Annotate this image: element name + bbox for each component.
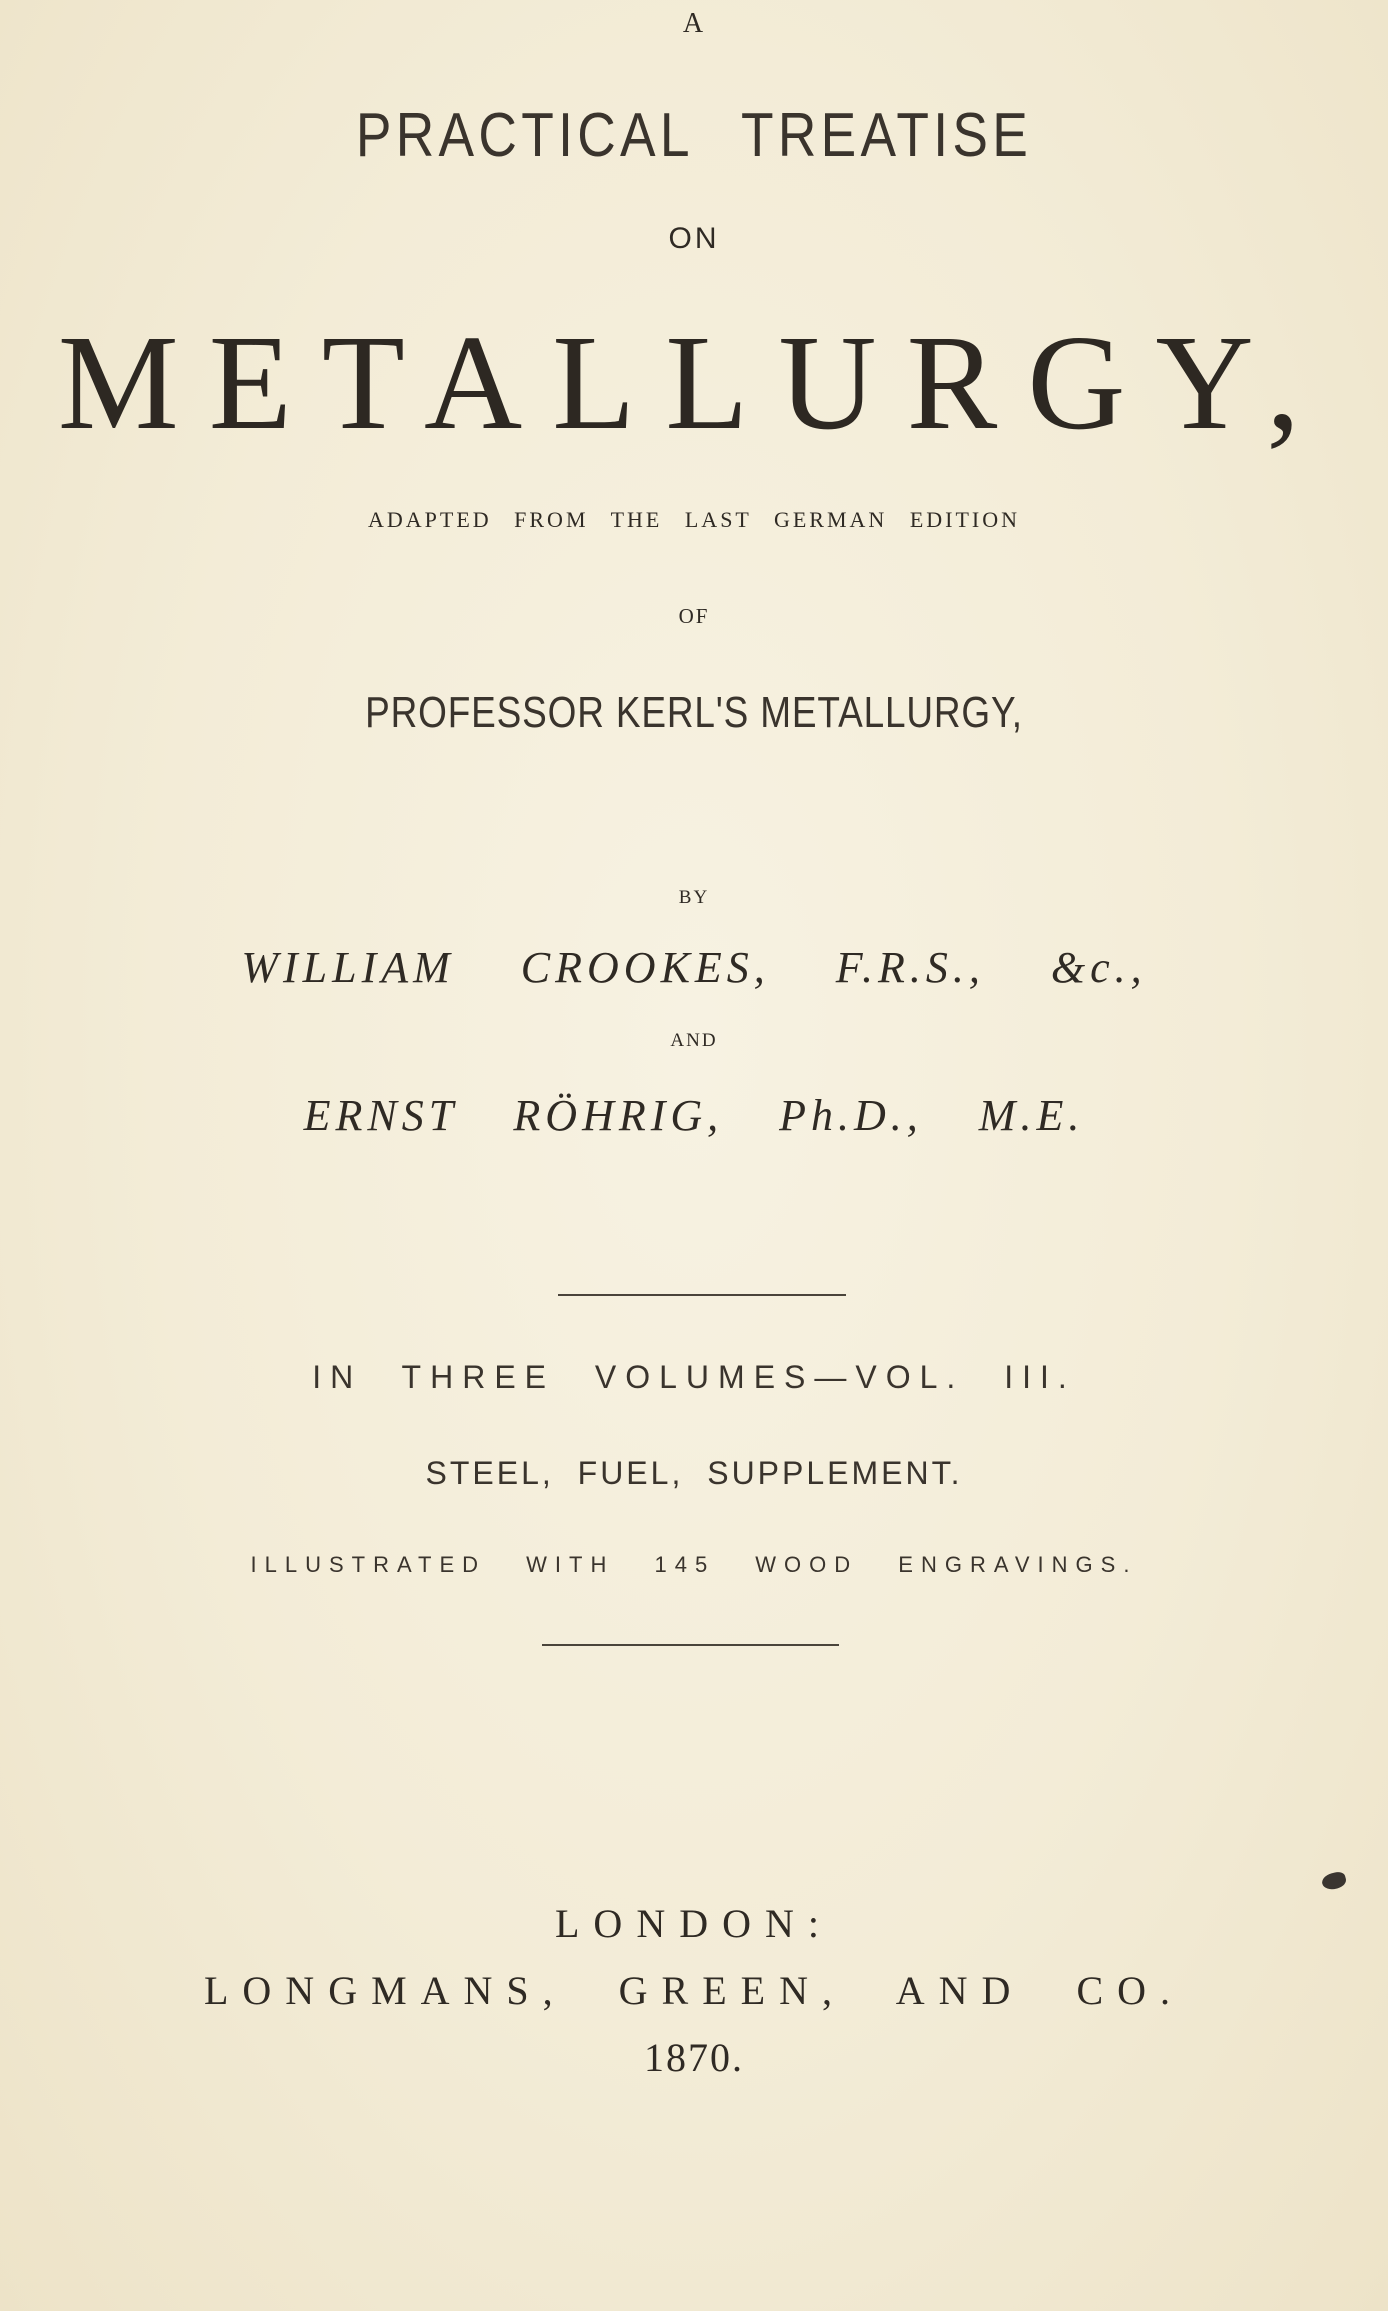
ink-blot [1320,1870,1347,1892]
volumes-line: IN THREE VOLUMES—VOL. III. [312,1359,1076,1395]
imprint-year: 1870. [644,2035,744,2080]
author-crookes: WILLIAM CROOKES, F.R.S., &c., [241,943,1147,992]
imprint-city: LONDON: [555,1901,833,1946]
and-label: AND [670,1030,718,1051]
divider-rule [558,1294,846,1296]
title-line: PRACTICAL TREATISE [355,101,1033,170]
title-on: ON [668,222,720,255]
adapted-of: OF [678,604,710,628]
imprint-publisher: LONGMANS, GREEN, AND CO. [203,1968,1185,2013]
by-label: BY [678,887,710,908]
title-article: A [682,8,706,39]
source-work: PROFESSOR KERL'S METALLURGY, [365,688,1023,737]
divider-rule [542,1644,839,1646]
subject-heading: METALLURGY, [57,308,1331,458]
author-rohrig: ERNST RÖHRIG, Ph.D., M.E. [303,1091,1085,1140]
adapted-line: ADAPTED FROM THE LAST GERMAN EDITION [367,507,1021,532]
contents-line: STEEL, FUEL, SUPPLEMENT. [425,1455,963,1491]
illustrations-line: ILLUSTRATED WITH 145 WOOD ENGRAVINGS. [250,1552,1138,1577]
